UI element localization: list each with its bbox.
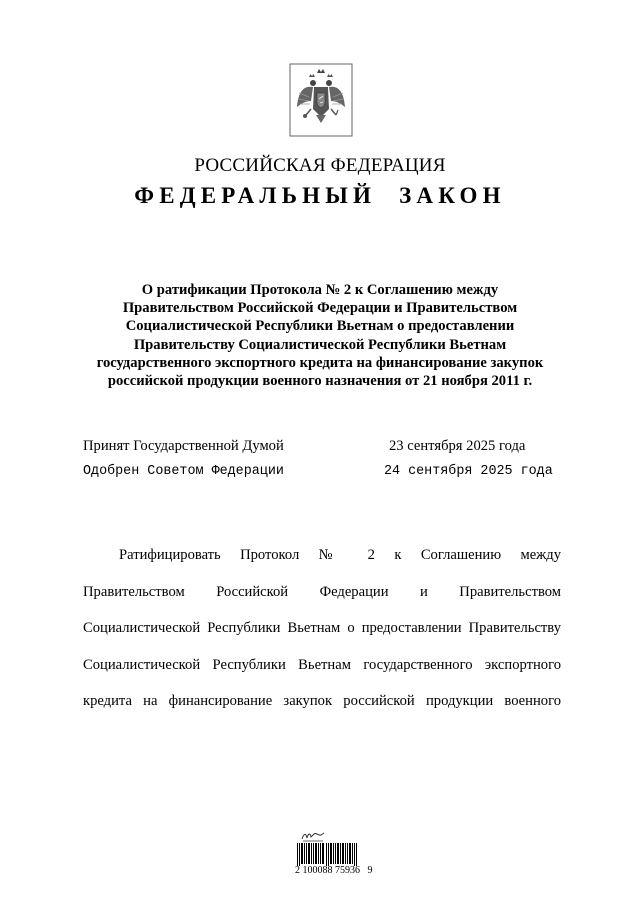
body-line: Социалистической Республики Вьетнам государственного экспортного [83, 656, 561, 673]
federation-council-date: 24 сентября 2025 года [384, 464, 553, 479]
body-line: кредита на финансирование закупок российской продукции военного [83, 693, 561, 709]
duma-adoption-label: Принят Государственной Думой [83, 438, 284, 454]
document-type: ФЕДЕРАЛЬНЫЙ ЗАКОН [134, 183, 506, 208]
law-title [70, 281, 570, 390]
barcode-icon [297, 843, 359, 866]
body-line: Ратифицировать Протокол № 2 к Соглашению между [119, 547, 561, 563]
coat-of-arms-icon [289, 63, 353, 137]
law-title-line: Правительству Социалистической Республики Вьетнам [133, 336, 507, 353]
law-title-line: О ратификации Протокола № 2 к Соглашению между [141, 282, 499, 298]
handwritten-mark-icon [300, 830, 326, 842]
barcode-number: 2 100088 75936 9 [295, 865, 373, 876]
duma-adoption-date: 23 сентября 2025 года [389, 438, 526, 454]
law-title-line: Социалистической Республики Вьетнам о предоставлении [125, 318, 515, 335]
law-title-line: государственного экспортного кредита на финансирование закупок [96, 354, 544, 371]
law-title-line: российской продукции военного назначения от 21 ноября 2011 г. [107, 373, 533, 390]
body-line: Правительством Российской Федерации и Правительством [83, 583, 561, 600]
law-title-line: Правительством Российской Федерации и Правительством [122, 300, 518, 317]
law-body [83, 546, 561, 729]
body-line: Социалистической Республики Вьетнам о предоставлении Правительству [83, 620, 561, 636]
country-name: РОССИЙСКАЯ ФЕДЕРАЦИЯ [194, 155, 446, 176]
federation-council-label: Одобрен Советом Федерации [83, 464, 284, 479]
